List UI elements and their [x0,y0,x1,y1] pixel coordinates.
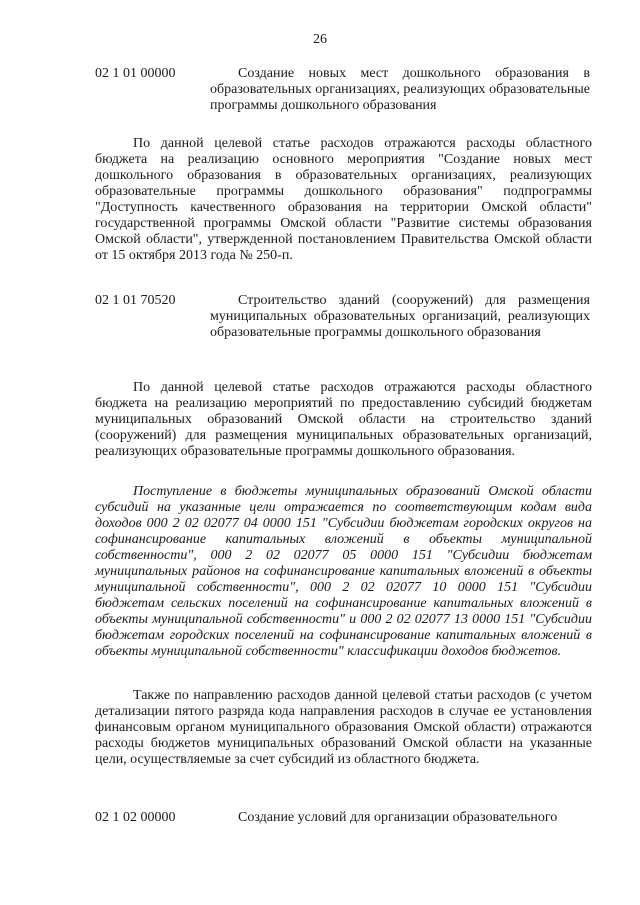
body-paragraph: Также по направлению расходов данной целевой статьи расходов (с учетом детализации пятого разряда кода направления расходов в случае ее установления финансовым органом муниципального образования Омской области) отражаются расходы бюджетов муниципальных образований Омской области на указанные цели, осуществляемые за счет субсидий из областного бюджета. [95,688,592,767]
section-title: Строительство зданий (сооружений) для размещения муниципальных образовательных организаций, реализующих образовательные программы дошкольного образования [210,293,590,340]
section-title: Создание новых мест дошкольного образования в образовательных организациях, реализующих образовательные программы дошкольного образования [210,66,590,113]
page-number: 26 [313,32,327,47]
section-code: 02 1 01 00000 [95,66,176,81]
body-paragraph-italic: Поступление в бюджеты муниципальных образований Омской области субсидий на указанные цели отражается по соответствующим кодам вида доходов 000 2 02 02077 04 0000 151 "Субсидии бюджетам городских округов на софинансирование капитальных вложений в объекты муниципальной собственности", 000 2 02 02077 05 0000 151 "Субсидии бюджетам муниципальных районов на софинансирование капитальных вложений в объекты муниципальной собственности", 000 2 02 02077 10 0000 151 "Субсидии бюджетам сельских поселений на софинансирование капитальных вложений в объекты муниципальной собственности" и 000 2 02 02077 13 0000 151 "Субсидии бюджетам городских поселений на софинансирование капитальных вложений в объекты муниципальной собственности" классификации доходов бюджетов. [95,484,592,659]
section-title: Создание условий для организации образовательного [238,810,558,825]
section-code: 02 1 02 00000 [95,810,176,825]
body-paragraph: По данной целевой статье расходов отражаются расходы областного бюджета на реализацию основного мероприятия "Создание новых мест дошкольного образования в образовательных организациях, реализующих образовательные программы дошкольного образования" подпрограммы "Доступность качественного образования на территории Омской области" государственной программы Омской области "Развитие системы образования Омской области", утвержденной постановлением Правительства Омской области от 15 октября 2013 года № 250-п. [95,136,592,263]
body-paragraph: По данной целевой статье расходов отражаются расходы областного бюджета на реализацию мероприятий по предоставлению субсидий бюджетам муниципальных образований Омской области на строительство зданий (сооружений) для размещения муниципальных образовательных организаций, реализующих образовательные программы дошкольного образования. [95,380,592,459]
section-code: 02 1 01 70520 [95,293,176,308]
